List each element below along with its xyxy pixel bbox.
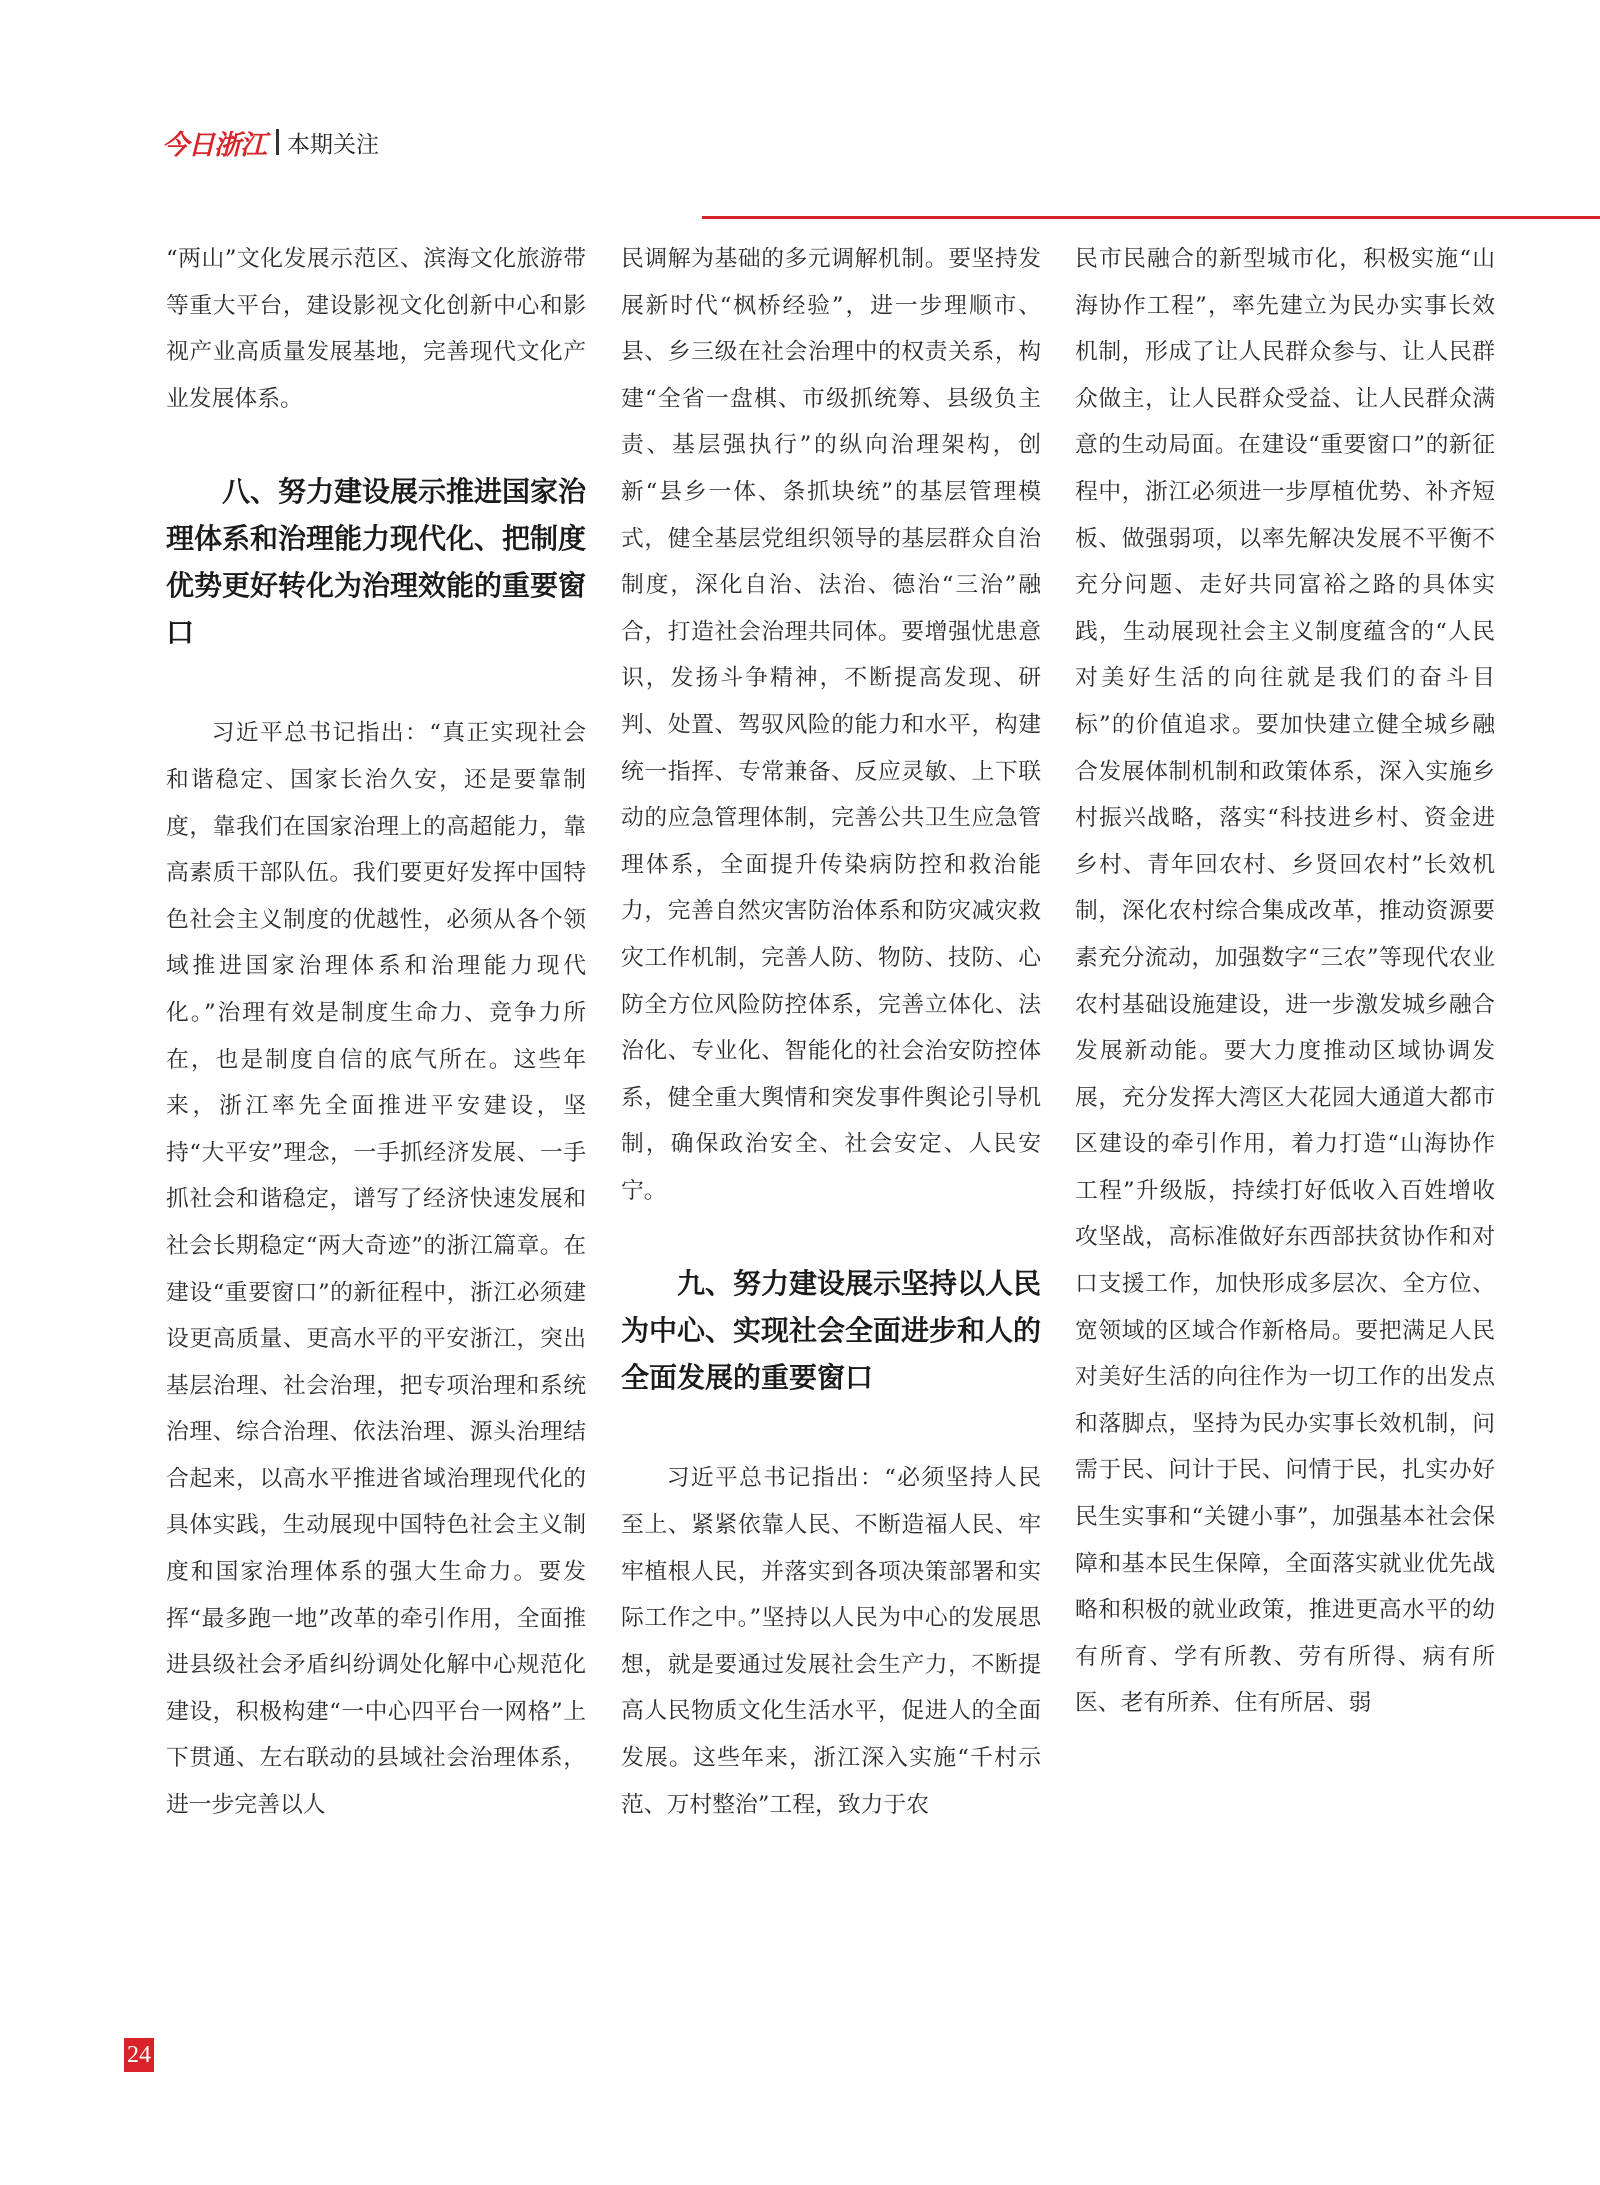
paragraph: 习近平总书记指出：“必须坚持人民至上、紧紧依靠人民、不断造福人民、牢牢植根人民，并落实到各项决策部署和实际工作之中。”坚持以人民为中心的发展思想，就是要通过发展社会生产力，不断提高人民物质文化生活水平，促进人的全面发展。这些年来，浙江深入实施“千村示范、万村整治”工程，致力于农 [621,1465,1041,1818]
magazine-logo: 今日浙江 [162,129,266,161]
red-rule [702,216,1600,219]
header-divider [276,129,279,155]
column-1 [166,236,586,1829]
paragraph: 习近平总书记指出：“真正实现社会和谐稳定、国家长治久安，还是要靠制度，靠我们在国家治理上的高超能力，靠高素质干部队伍。我们要更好发挥中国特色社会主义制度的优越性，必须从各个领域推进国家治理体系和治理能力现代化。”治理有效是制度生命力、竞争力所在，也是制度自信的底气所在。这些年来，浙江率先全面推进平安建设，坚持“大平安”理念，一手抓经济发展、一手抓社会和谐稳定，谱写了经济快速发展和社会长期稳定“两大奇迹”的浙江篇章。在建设“重要窗口”的新征程中，浙江必须建设更高质量、更高水平的平安浙江，突出基层治理、社会治理，把专项治理和系统治理、综合治理、依法治理、源头治理结合起来，以高水平推进省域治理现代化的具体实践，生动展现中国特色社会主义制度和国家治理体系的强大生命力。要发挥“最多跑一地”改革的牵引作用，全面推进县级社会矛盾纠纷调处化解中心规范化建设，积极构建“一中心四平台一网格”上下贯通、左右联动的县域社会治理体系，进一步完善以人 [166,720,586,1819]
section-heading-9: 九、努力建设展示坚持以人民为中心、实现社会全面进步和人的全面发展的重要窗口 [621,1267,1042,1395]
masthead [162,122,379,162]
column-2 [621,236,1041,1828]
paragraph: 民调解为基础的多元调解机制。要坚持发展新时代“枫桥经验”，进一步理顺市、县、乡三级在社会治理中的权责关系，构建“全省一盘棋、市级抓统筹、县级负主责、基层强执行”的纵向治理架构，创新“县乡一体、条抓块统”的基层管理模式，健全基层党组织领导的基层群众自治制度，深化自治、法治、德治“三治”融合，打造社会治理共同体。要增强忧患意识，发扬斗争精神，不断提高发现、研判、处置、驾驭风险的能力和水平，构建统一指挥、专常兼备、反应灵敏、上下联动的应急管理体制，完善公共卫生应急管理体系，全面提升传染病防控和救治能力，完善自然灾害防治体系和防灾减灾救灾工作机制，完善人防、物防、技防、心防全方位风险防控体系，完善立体化、法治化、专业化、智能化的社会治安防控体系，健全重大舆情和突发事件舆论引导机制，确保政治安全、社会安定、人民安宁。 [621,246,1041,1204]
column-3 [1075,236,1495,1727]
paragraph: “两山”文化发展示范区、滨海文化旅游带等重大平台，建设影视文化创新中心和影视产业高质量发展基地，完善现代文化产业发展体系。 [166,246,586,412]
page-number: 24 [124,2038,154,2072]
section-title: 本期关注 [287,131,379,158]
paragraph: 民市民融合的新型城市化，积极实施“山海协作工程”，率先建立为民办实事长效机制，形成了让人民群众参与、让人民群众做主，让人民群众受益、让人民群众满意的生动局面。在建设“重要窗口”的新征程中，浙江必须进一步厚植优势、补齐短板、做强弱项，以率先解决发展不平衡不充分问题、走好共同富裕之路的具体实践，生动展现社会主义制度蕴含的“人民对美好生活的向往就是我们的奋斗目标”的价值追求。要加快建立健全城乡融合发展体制机制和政策体系，深入实施乡村振兴战略，落实“科技进乡村、资金进乡村、青年回农村、乡贤回农村”长效机制，深化农村综合集成改革，推动资源要素充分流动，加强数字“三农”等现代农业农村基础设施建设，进一步激发城乡融合发展新动能。要大力度推动区域协调发展，充分发挥大湾区大花园大通道大都市区建设的牵引作用，着力打造“山海协作工程”升级版，持续打好低收入百姓增收攻坚战，高标准做好东西部扶贫协作和对口支援工作，加快形成多层次、全方位、宽领域的区域合作新格局。要把满足人民对美好生活的向往作为一切工作的出发点和落脚点，坚持为民办实事长效机制，问需于民、问计于民、问情于民，扎实办好民生实事和“关键小事”，加强基本社会保障和基本民生保障，全面落实就业优先战略和积极的就业政策，推进更高水平的幼有所育、学有所教、劳有所得、病有所医、老有所养、住有所居、弱 [1075,246,1495,1717]
section-heading-8: 八、努力建设展示推进国家治理体系和治理能力现代化、把制度优势更好转化为治理效能的重要窗口 [166,475,587,650]
